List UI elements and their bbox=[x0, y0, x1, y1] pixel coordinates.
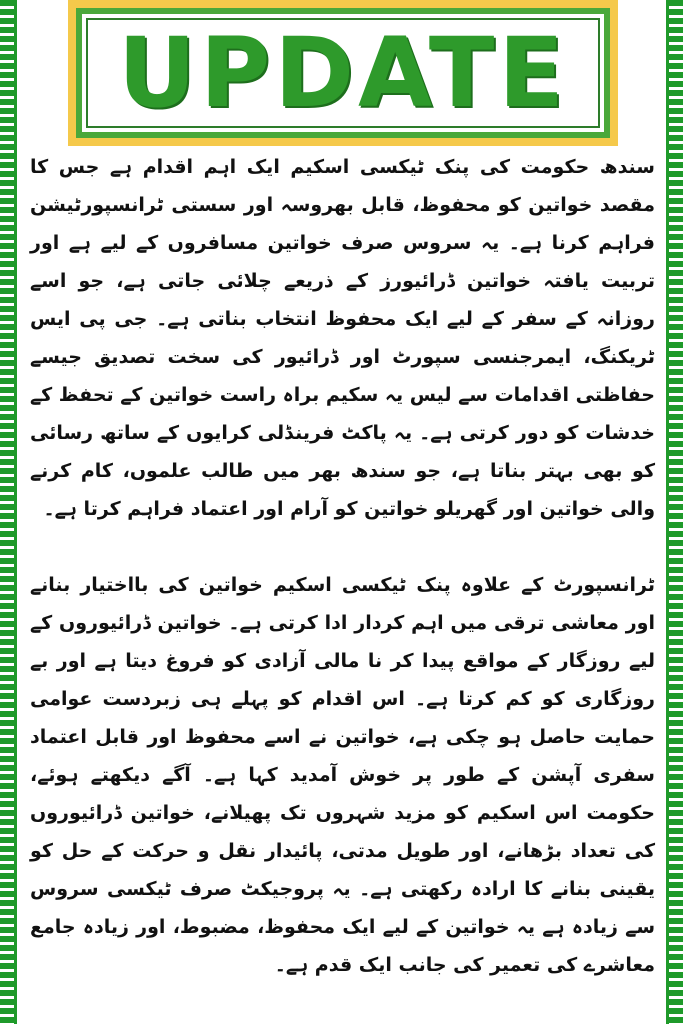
banner-frame bbox=[76, 8, 610, 138]
paragraph-2: ٹرانسپورٹ کے علاوہ پنک ٹیکسی اسکیم خواتین کی بااختیار بنانے اور معاشی ترقی میں اہم کردار ادا کرتی ہے۔ خواتین ڈرائیوروں کے لیے روزگار کے مواقع پیدا کر نا مالی آزادی کو فروغ دیتا ہے اور بے روزگاری کو کم کرتا ہے۔ اس اقدام کو پہلے ہی زبردست عوامی حمایت حاصل ہو چکی ہے، خواتین نے اسے محفوظ اور قابل اعتماد سفری آپشن کے طور پر خوش آمدید کہا ہے۔ آگے دیکھتے ہوئے، حکومت اس اسکیم کو مزید شہروں تک پھیلانے، خواتین ڈرائیوروں کی تعداد بڑھانے، اور طویل مدتی، پائیدار نقل و حرکت کے حل کو یقینی بنانے کا ارادہ رکھتی ہے۔ یہ پروجیکٹ صرف ٹیکسی سروس سے زیادہ ہے یہ خواتین کے لیے ایک محفوظ، مضبوط، اور زیادہ جامع معاشرے کی تعمیر کی جانب ایک قدم ہے۔ bbox=[30, 574, 655, 976]
paragraph-1: سندھ حکومت کی پنک ٹیکسی اسکیم ایک اہم اقدام ہے جس کا مقصد خواتین کو محفوظ، قابل بھروسہ اور سستی ٹرانسپورٹیشن فراہم کرنا ہے۔ یہ سروس صرف خواتین مسافروں کے لیے ہے اور تربیت یافتہ خواتین ڈرائیورز کے ذریعے چلائی جاتی ہے، جو اسے روزانہ کے سفر کے لیے ایک محفوظ انتخاب بناتی ہے۔ جی پی ایس ٹریکنگ، ایمرجنسی سپورٹ اور ڈرائیور کی سخت تصدیق جیسے حفاظتی اقدامات سے لیس یہ سکیم براہ راست خواتین کے تحفظ کے خدشات کو دور کرتی ہے۔ یہ پاکٹ فرینڈلی کرایوں کے ساتھ رسائی کو بھی بہتر بناتا ہے، جو سندھ بھر میں طالب علموں، کام کرنے والی خواتین اور گھریلو خواتین کو آرام اور اعتماد فراہم کرتا ہے۔ bbox=[30, 156, 655, 520]
banner-title: UPDATE bbox=[118, 17, 568, 129]
update-banner bbox=[68, 0, 618, 146]
article-body bbox=[30, 148, 655, 984]
right-decorative-border bbox=[666, 0, 683, 1024]
left-decorative-border bbox=[0, 0, 17, 1024]
